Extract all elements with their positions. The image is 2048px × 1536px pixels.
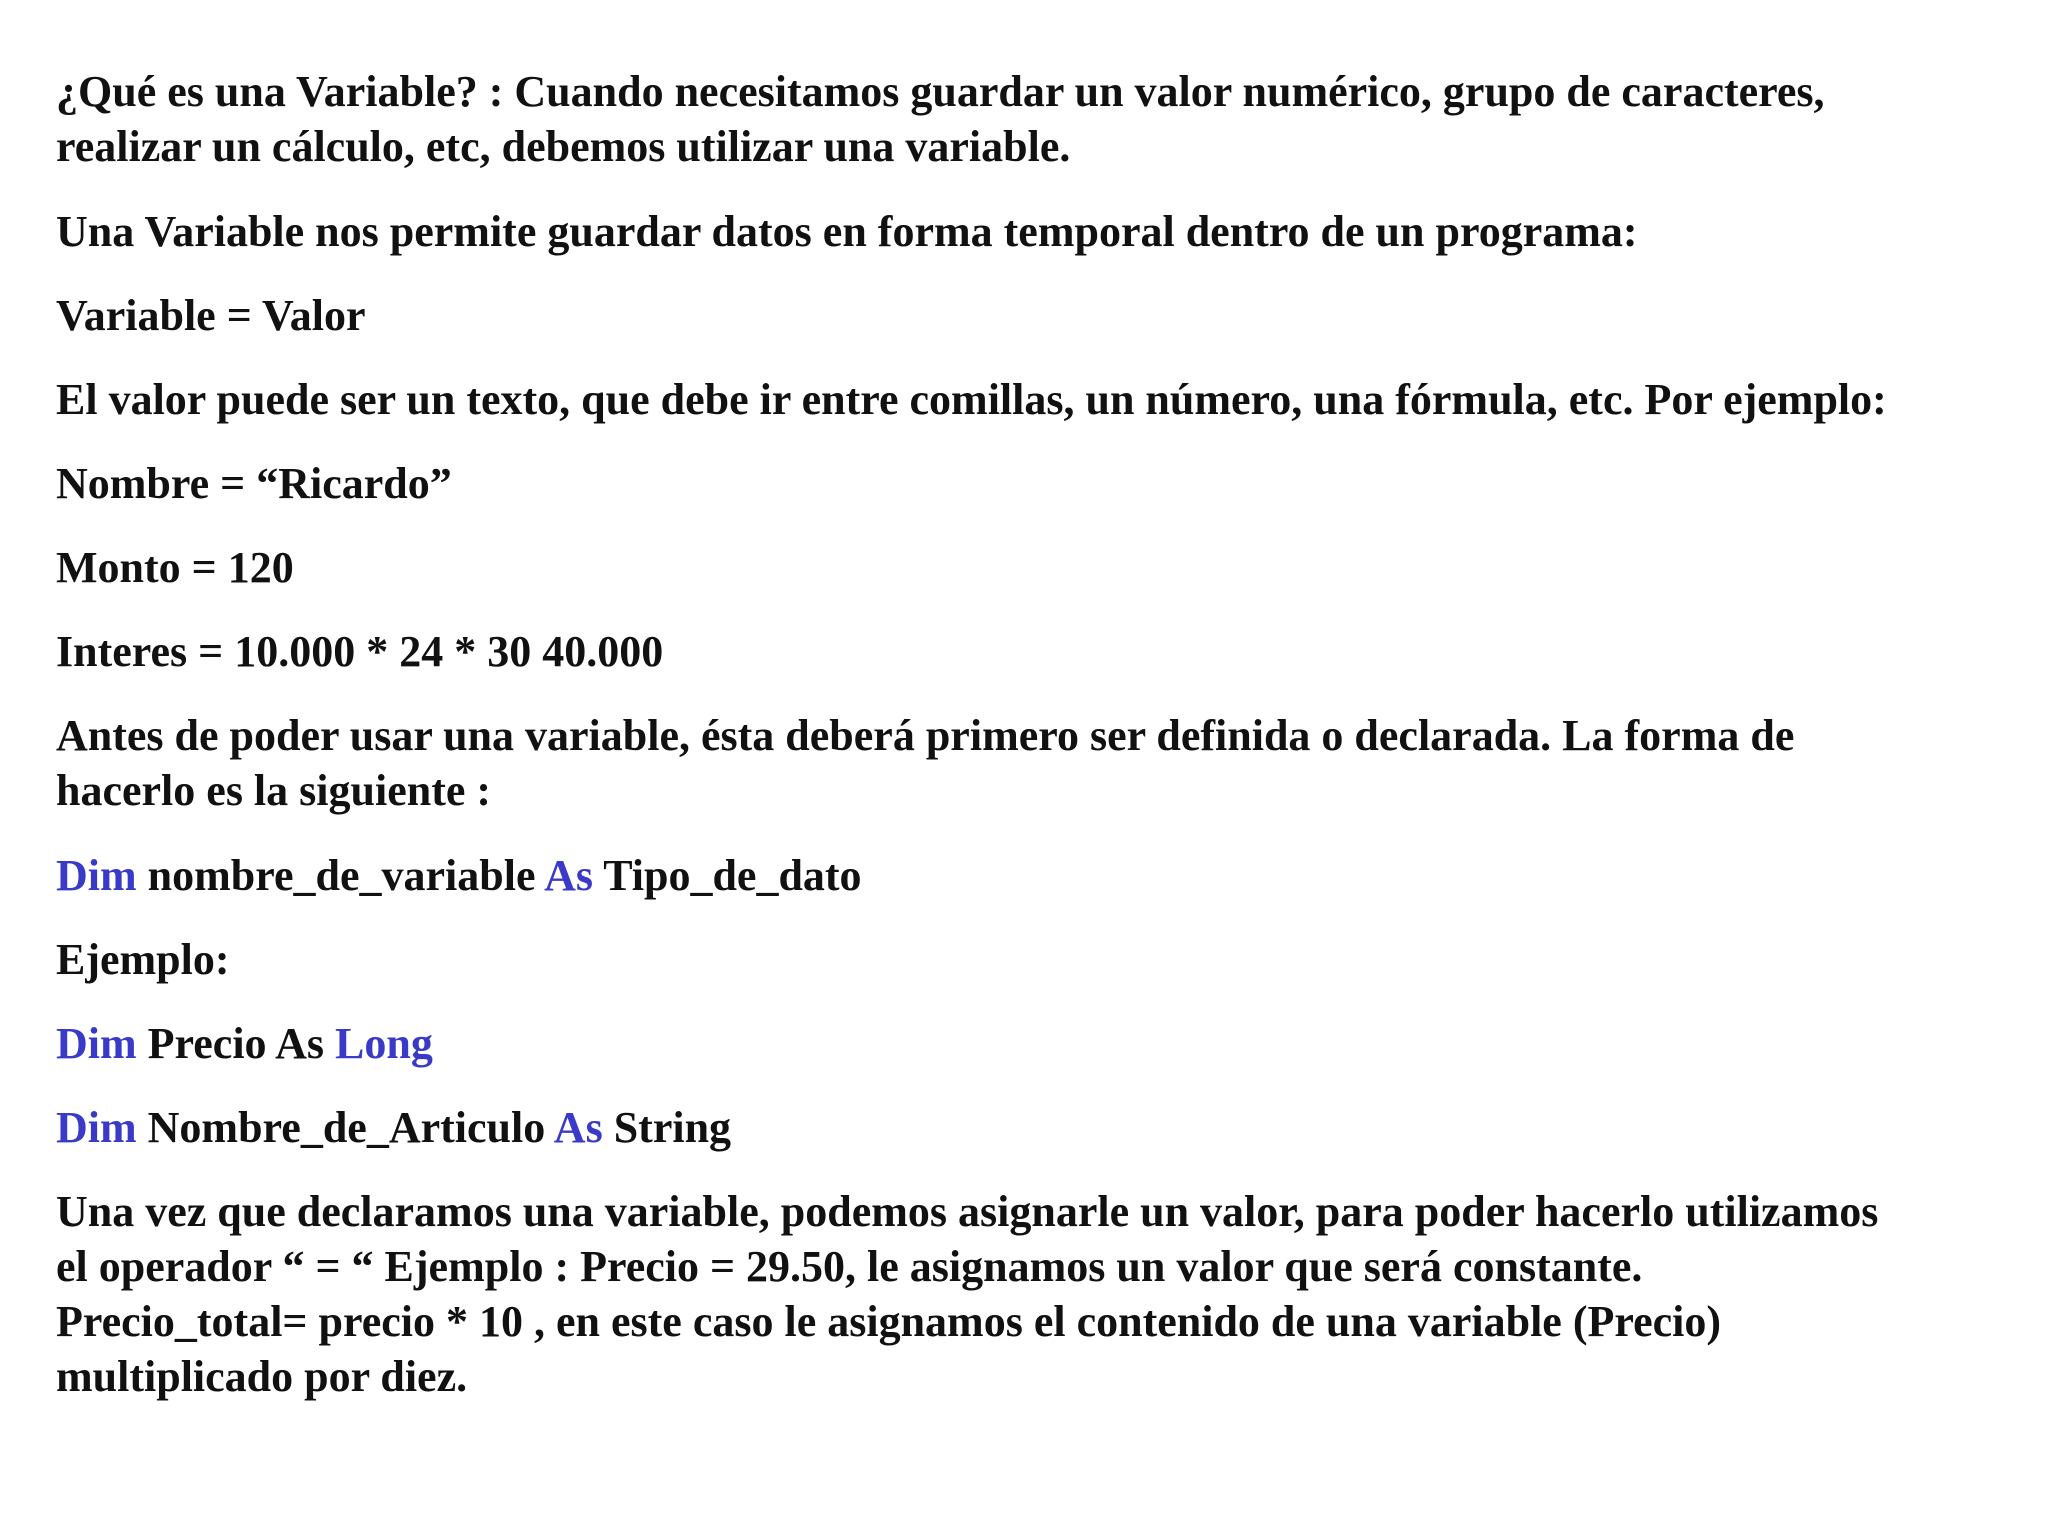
declare-note-line-2: hacerlo es la siguiente : (56, 766, 492, 815)
intro-paragraph (56, 64, 1825, 174)
declaration-line-precio (56, 1016, 433, 1071)
declare-note-paragraph (56, 708, 1794, 818)
keyword-as: As (544, 851, 593, 900)
assignment-line-3: Precio_total= precio * 10 , en este caso le asignamos el contenido de una variable (Precio) (56, 1297, 1722, 1346)
value-note-paragraph: El valor puede ser un texto, que debe ir entre comillas, un número, una fórmula, etc. Por ejemplo: (56, 375, 1887, 424)
declaration-text: Precio As (136, 1019, 336, 1068)
equation-line: Variable = Valor (56, 291, 366, 340)
declaration-text: Nombre_de_Articulo (136, 1103, 554, 1152)
example-label: Ejemplo: (56, 935, 230, 984)
keyword-as: As (553, 1103, 603, 1152)
intro-line-1: ¿Qué es una Variable? : Cuando necesitamos guardar un valor numérico, grupo de caracteres, (56, 67, 1825, 116)
example-line-interes: Interes = 10.000 * 24 * 30 40.000 (56, 627, 664, 676)
example-line-monto: Monto = 120 (56, 543, 294, 592)
intro-line-2: realizar un cálculo, etc, debemos utilizar una variable. (56, 122, 1071, 171)
assignment-line-1: Una vez que declaramos una variable, podemos asignarle un valor, para poder hacerlo utilizamos (56, 1187, 1879, 1236)
syntax-line (56, 848, 862, 903)
keyword-dim: Dim (56, 1103, 137, 1152)
assignment-line-2: el operador “ = “ Ejemplo : Precio = 29.50, le asignamos un valor que será constante. (56, 1242, 1643, 1291)
syntax-data-type: Tipo_de_dato (592, 851, 862, 900)
declare-note-line-1: Antes de poder usar una variable, ésta deberá primero ser definida o declarada. La forma de (56, 711, 1795, 760)
definition-paragraph: Una Variable nos permite guardar datos en forma temporal dentro de un programa: (56, 207, 1638, 256)
declaration-line-nombre-articulo (56, 1100, 731, 1155)
keyword-dim: Dim (56, 1019, 137, 1068)
syntax-variable-name: nombre_de_variable (136, 851, 545, 900)
declaration-end: String (602, 1103, 732, 1152)
keyword-long: Long (335, 1019, 433, 1068)
assignment-paragraph (56, 1184, 1878, 1404)
keyword-dim: Dim (56, 851, 137, 900)
assignment-line-4: multiplicado por diez. (56, 1352, 468, 1401)
example-line-nombre: Nombre = “Ricardo” (56, 459, 452, 508)
